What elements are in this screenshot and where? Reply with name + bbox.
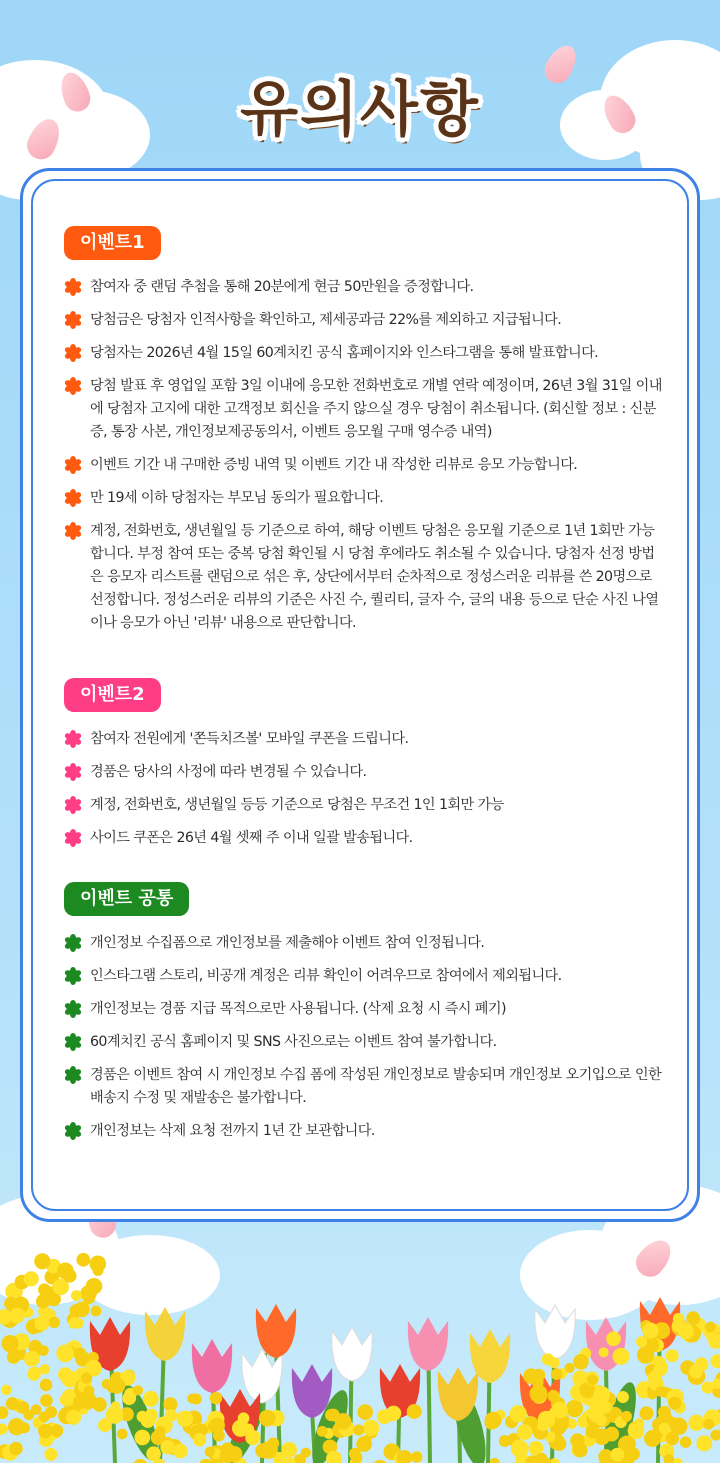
rapeseed-flower-icon — [510, 1405, 527, 1422]
rapeseed-flower-icon — [301, 1448, 311, 1458]
flower-bullet-icon — [64, 829, 82, 847]
rapeseed-flower-icon — [238, 1412, 250, 1424]
rapeseed-flower-icon — [191, 1394, 202, 1405]
rapeseed-flower-icon — [621, 1411, 632, 1422]
rapeseed-flower-icon — [489, 1458, 499, 1463]
rapeseed-flower-icon — [530, 1385, 548, 1403]
rapeseed-flower-icon — [208, 1421, 219, 1432]
list-item: 당첨금은 당첨자 인적사항을 확인하고, 제세공과금 22%를 제외하고 지급됩니다. — [64, 309, 664, 332]
rapeseed-flower-icon — [133, 1459, 148, 1463]
rapeseed-flower-icon — [517, 1424, 533, 1440]
rapeseed-flower-icon — [9, 1442, 23, 1456]
rapeseed-flower-icon — [133, 1385, 143, 1395]
flower-bullet-icon — [64, 377, 82, 395]
flower-bullet-icon — [64, 934, 82, 952]
rapeseed-flower-icon — [666, 1349, 679, 1362]
rapeseed-flower-icon — [317, 1426, 328, 1437]
rapeseed-flower-icon — [226, 1446, 242, 1462]
rapeseed-flower-icon — [617, 1391, 629, 1403]
tulip-rapeseed-flowers-icon — [0, 1203, 720, 1463]
rapeseed-flower-icon — [74, 1318, 84, 1328]
rapeseed-flower-icon — [193, 1433, 206, 1446]
flower-bullet-icon — [64, 1000, 82, 1018]
rapeseed-flower-icon — [335, 1413, 352, 1430]
flower-bullet-icon — [64, 1066, 82, 1084]
rapeseed-flower-icon — [38, 1283, 51, 1296]
section-badge-common: 이벤트 공통 — [64, 882, 189, 916]
rapeseed-flower-icon — [76, 1253, 90, 1267]
rapeseed-flower-icon — [639, 1406, 653, 1420]
rapeseed-flower-icon — [98, 1418, 112, 1432]
rapeseed-flower-icon — [587, 1374, 598, 1385]
flower-bullet-icon — [64, 1122, 82, 1140]
tulip-icon — [145, 1307, 185, 1361]
list-item: 경품은 이벤트 참여 시 개인정보 수집 폼에 작성된 개인정보로 발송되며 개인정보 오기입으로 인한 배송지 수정 및 재발송은 불가합니다. — [64, 1064, 664, 1110]
flower-bullet-icon — [64, 730, 82, 748]
list-item: 60계치킨 공식 홈페이지 및 SNS 사진으로는 이벤트 참여 불가합니다. — [64, 1031, 664, 1054]
rapeseed-flower-icon — [670, 1418, 687, 1435]
rapeseed-flower-icon — [353, 1425, 364, 1436]
rapeseed-flower-icon — [363, 1420, 380, 1437]
rapeseed-flower-icon — [694, 1357, 708, 1371]
rapeseed-flower-icon — [636, 1336, 647, 1347]
rapeseed-flower-icon — [165, 1409, 177, 1421]
section-event1 — [64, 226, 664, 645]
rapeseed-flower-icon — [92, 1265, 103, 1276]
rapeseed-flower-icon — [696, 1435, 712, 1451]
flower-bullet-icon — [64, 278, 82, 296]
rapeseed-flower-icon — [81, 1372, 92, 1383]
rapeseed-flower-icon — [701, 1381, 713, 1393]
rapeseed-flower-icon — [205, 1447, 216, 1458]
flower-bullet-icon — [64, 311, 82, 329]
rapeseed-flower-icon — [34, 1316, 49, 1331]
rapeseed-flower-icon — [596, 1415, 607, 1426]
list-item: 개인정보는 경품 지급 목적으로만 사용됩니다. (삭제 요청 시 즉시 폐기) — [64, 998, 664, 1021]
rapeseed-flower-icon — [51, 1424, 64, 1437]
flower-bullet-icon — [64, 456, 82, 474]
rapeseed-flower-icon — [672, 1318, 686, 1332]
rapeseed-flower-icon — [27, 1367, 41, 1381]
section-badge-event1: 이벤트1 — [64, 226, 161, 260]
rapeseed-flower-icon — [612, 1348, 629, 1365]
common-list — [64, 932, 664, 1143]
list-item: 계정, 전화번호, 생년월일 등 기준으로 하여, 해당 이벤트 당첨은 응모월 기준으로 1년 1회만 가능합니다. 부정 참여 또는 중복 당첨 확인될 시 당첨 후에라도 취소될 수 있습니다. 당첨자 선정 방법은 응모자 리스트를 랜덤으로 섞은 후, 상단에서부터 순차적으로 정성스러운 리뷰를 쓴 20명으로 선정합니다. 정성스러운 리뷰의 기준은 사진 수, 퀄리티, 글자 수, 글의 내용 등으로 단순 사진 나열이나 응모가 아닌 '리뷰' 내용으로 판단합니다. — [64, 520, 664, 635]
rapeseed-flower-icon — [523, 1368, 539, 1384]
rapeseed-flower-icon — [537, 1420, 548, 1431]
rapeseed-flower-icon — [606, 1331, 621, 1346]
section-event-common — [64, 882, 664, 1153]
rapeseed-flower-icon — [63, 1269, 77, 1283]
rapeseed-flower-icon — [573, 1354, 589, 1370]
flower-bullet-icon — [64, 344, 82, 362]
list-item: 개인정보 수집폼으로 개인정보를 제출해야 이벤트 참여 인정됩니다. — [64, 932, 664, 955]
rapeseed-flower-icon — [155, 1426, 166, 1437]
rapeseed-flower-icon — [52, 1280, 66, 1294]
flower-bullet-icon — [64, 489, 82, 507]
rapeseed-flower-icon — [40, 1379, 53, 1392]
section-badge-event2: 이벤트2 — [64, 678, 161, 712]
rapeseed-flower-icon — [107, 1383, 117, 1393]
list-item: 이벤트 기간 내 구매한 증빙 내역 및 이벤트 기간 내 작성한 리뷰로 응모 가능합니다. — [64, 454, 664, 477]
rapeseed-flower-icon — [86, 1278, 103, 1295]
list-item: 당첨 발표 후 영업일 포함 3일 이내에 응모한 전화번호로 개별 연락 예정이며, 26년 3월 31일 이내에 당첨자 고지에 대한 고객정보 회신을 주지 않으실 경우 당첨이 취소됩니다. (회신할 정보 : 신분증, 통장 사본, 개인정보제공동의서, 이벤트 응모월 구매 영수증 내역) — [64, 375, 664, 444]
rapeseed-flower-icon — [668, 1396, 681, 1409]
event2-list — [64, 728, 664, 850]
rapeseed-flower-icon — [573, 1443, 588, 1458]
rapeseed-flower-icon — [91, 1306, 102, 1317]
rapeseed-flower-icon — [9, 1308, 24, 1323]
rapeseed-flower-icon — [686, 1311, 700, 1325]
rapeseed-flower-icon — [585, 1425, 599, 1439]
rapeseed-flower-icon — [243, 1424, 254, 1435]
tulip-icon — [535, 1305, 575, 1359]
rapeseed-flower-icon — [40, 1394, 53, 1407]
rapeseed-flower-icon — [34, 1253, 50, 1269]
rapeseed-flower-icon — [658, 1406, 671, 1419]
rapeseed-flower-icon — [711, 1354, 720, 1368]
rapeseed-flower-icon — [66, 1410, 81, 1425]
flower-bullet-icon — [64, 796, 82, 814]
event1-list — [64, 276, 664, 635]
rapeseed-flower-icon — [110, 1401, 120, 1411]
flower-bullet-icon — [64, 763, 82, 781]
rapeseed-flower-icon — [173, 1444, 188, 1459]
rapeseed-flower-icon — [143, 1391, 159, 1407]
tulip-icon — [332, 1327, 372, 1381]
rapeseed-flower-icon — [40, 1364, 50, 1374]
rapeseed-flower-icon — [703, 1419, 714, 1430]
rapeseed-flower-icon — [259, 1410, 276, 1427]
rapeseed-flower-icon — [356, 1436, 372, 1452]
rapeseed-flower-icon — [137, 1411, 149, 1423]
rapeseed-flower-icon — [56, 1344, 74, 1362]
list-item: 인스타그램 스토리, 비공개 계정은 리뷰 확인이 어려우므로 참여에서 제외됩니다. — [64, 965, 664, 988]
rapeseed-flower-icon — [499, 1435, 511, 1447]
list-item: 당첨자는 2026년 4월 15일 60계치킨 공식 홈페이지와 인스타그램을 통해 발표합니다. — [64, 342, 664, 365]
rapeseed-flower-icon — [411, 1451, 423, 1463]
rapeseed-flower-icon — [566, 1400, 583, 1417]
rapeseed-flower-icon — [1, 1335, 18, 1352]
tulip-icon — [408, 1317, 448, 1371]
rapeseed-flower-icon — [45, 1406, 57, 1418]
rapeseed-flower-icon — [710, 1430, 720, 1441]
flower-field-illustration — [0, 1203, 720, 1463]
rapeseed-flower-icon — [135, 1430, 151, 1446]
list-item: 계정, 전화번호, 생년월일 등등 기준으로 당첨은 무조건 1인 1회만 가능 — [64, 794, 664, 817]
rapeseed-flower-icon — [117, 1429, 128, 1440]
rapeseed-flower-icon — [386, 1406, 401, 1421]
rapeseed-flower-icon — [71, 1290, 82, 1301]
rapeseed-flower-icon — [646, 1431, 661, 1446]
list-item: 참여자 전원에게 '쫀득치즈볼' 모바일 쿠폰을 드립니다. — [64, 728, 664, 751]
page-title: 유의사항 — [240, 75, 480, 145]
rapeseed-flower-icon — [49, 1317, 60, 1328]
list-item: 참여자 중 랜덤 추첨을 통해 20분에게 현금 50만원을 증정합니다. — [64, 276, 664, 299]
rapeseed-flower-icon — [38, 1345, 49, 1356]
rapeseed-flower-icon — [24, 1351, 40, 1367]
rapeseed-flower-icon — [36, 1294, 50, 1308]
rapeseed-flower-icon — [610, 1448, 624, 1462]
list-item: 개인정보는 삭제 요청 전까지 1년 간 보관합니다. — [64, 1120, 664, 1143]
rapeseed-flower-icon — [551, 1368, 563, 1380]
list-item: 만 19세 이하 당첨자는 부모님 동의가 필요합니다. — [64, 487, 664, 510]
list-item: 경품은 당사의 사정에 따라 변경될 수 있습니다. — [64, 761, 664, 784]
rapeseed-flower-icon — [407, 1404, 422, 1419]
rapeseed-flower-icon — [0, 1423, 8, 1434]
rapeseed-flower-icon — [604, 1427, 619, 1442]
rapeseed-flower-icon — [680, 1436, 692, 1448]
rapeseed-flower-icon — [44, 1448, 57, 1461]
rapeseed-flower-icon — [74, 1302, 90, 1318]
rapeseed-flower-icon — [177, 1410, 193, 1426]
rapeseed-flower-icon — [23, 1410, 34, 1421]
rapeseed-flower-icon — [210, 1392, 223, 1405]
flower-bullet-icon — [64, 967, 82, 985]
rapeseed-flower-icon — [80, 1392, 96, 1408]
section-event2 — [64, 678, 664, 860]
rapeseed-flower-icon — [485, 1412, 502, 1429]
rapeseed-flower-icon — [705, 1322, 716, 1333]
rapeseed-flower-icon — [24, 1271, 39, 1286]
rapeseed-flower-icon — [1, 1385, 11, 1395]
rapeseed-flower-icon — [260, 1441, 277, 1458]
rapeseed-flower-icon — [38, 1424, 52, 1438]
list-item: 사이드 쿠폰은 26년 4월 셋째 주 이내 일괄 발송됩니다. — [64, 827, 664, 850]
rapeseed-flower-icon — [542, 1353, 554, 1365]
rapeseed-flower-icon — [0, 1406, 8, 1419]
rapeseed-flower-icon — [357, 1404, 373, 1420]
rapeseed-flower-icon — [351, 1452, 363, 1463]
flower-bullet-icon — [64, 1033, 82, 1051]
flower-bullet-icon — [64, 522, 82, 540]
rapeseed-flower-icon — [599, 1347, 609, 1357]
rapeseed-flower-icon — [688, 1415, 704, 1431]
rapeseed-flower-icon — [642, 1323, 658, 1339]
rapeseed-flower-icon — [160, 1440, 174, 1454]
rapeseed-flower-icon — [659, 1423, 670, 1434]
rapeseed-flower-icon — [19, 1422, 30, 1433]
tulip-icon — [192, 1339, 232, 1393]
